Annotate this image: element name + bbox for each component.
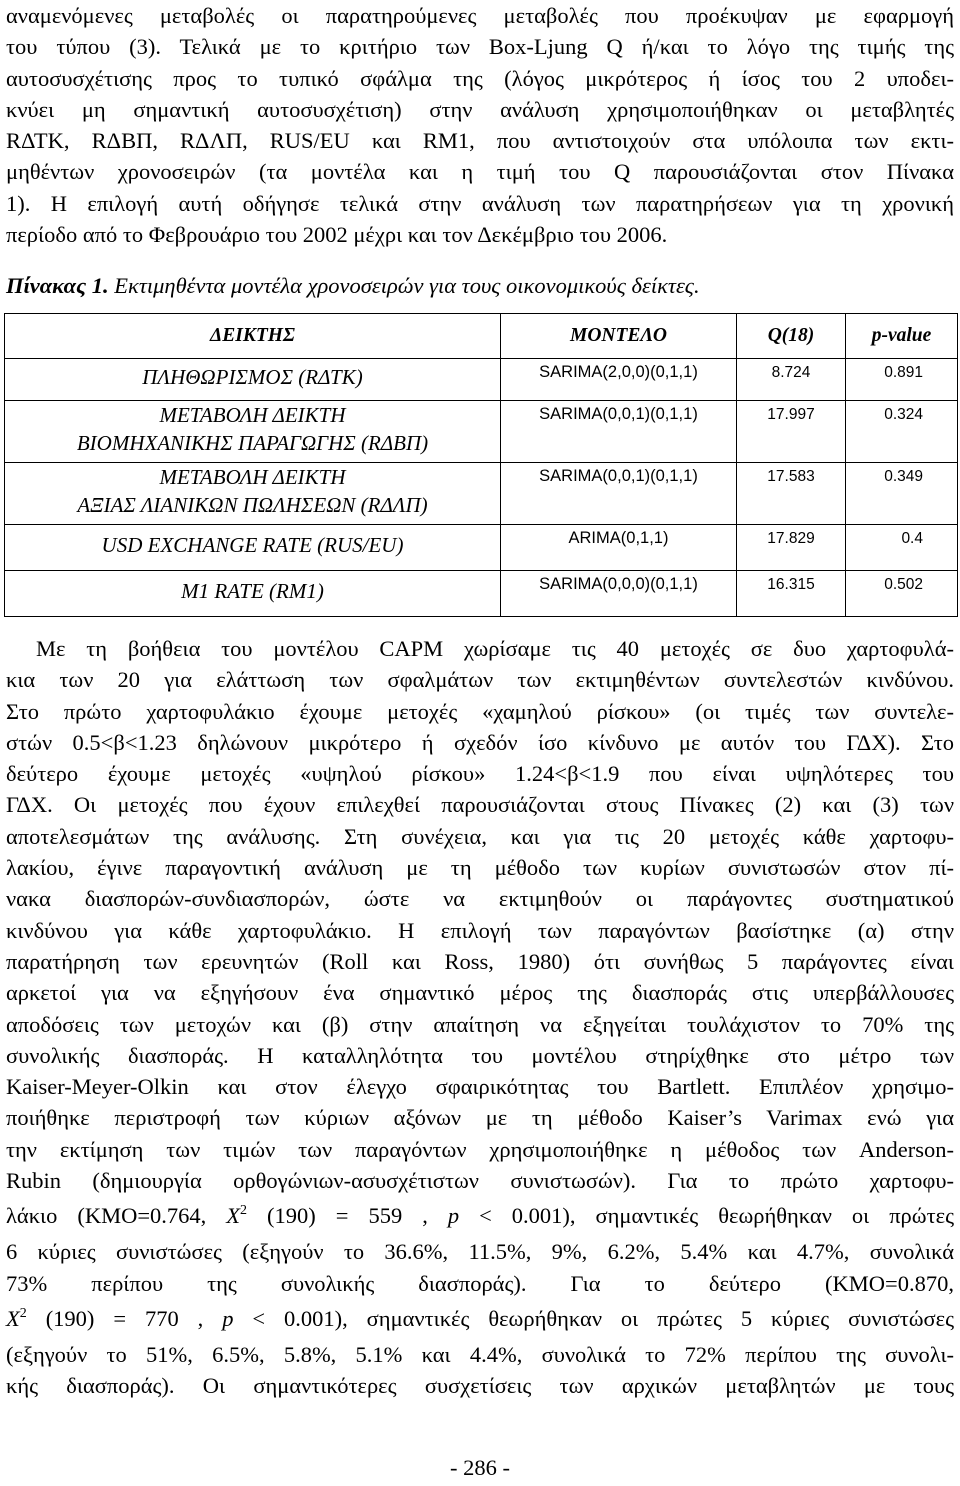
text-line: κνύει μη σημαντική αυτοσυσχέτιση) στην ανάλυση χρησιμοποιήθηκαν οι μεταβλητές	[6, 96, 954, 122]
table-row	[5, 401, 958, 463]
table-row	[5, 463, 958, 525]
indicator-line: USD EXCHANGE RATE (RUS/EU)	[101, 533, 404, 557]
text-line: αποτελεσμάτων της ανάλυσης. Στη συνέχεια, και για τις 20 μετοχές κάθε χαρτοφυ-	[6, 823, 954, 849]
text-line: 1). Η επιλογή αυτή οδήγησε τελικά στην ανάλυση των παρατηρήσεων για τη χρονική	[6, 190, 954, 216]
text-line: (εξηγούν το 51%, 6.5%, 5.8%, 5.1% και 4.4%, συνολικά το 72% περίπου της συνολι-	[6, 1341, 954, 1367]
text-line: Kaiser-Meyer-Olkin και στον έλεγχο σφαιρικότητας του Bartlett. Επιπλέον χρησιμο-	[6, 1074, 954, 1100]
exponent: 2	[19, 1305, 27, 1321]
indicator-line: ΜΕΤΑΒΟΛΗ ΔΕΙΚΤΗ	[159, 465, 346, 489]
model-cell: SARIMA(0,0,0)(0,1,1)	[501, 571, 737, 617]
indicator-line: ΠΛΗΘΩΡΙΣΜΟΣ (RΔΤΚ)	[142, 365, 363, 389]
text-line: συνολικής διασποράς. Η καταλληλότητα του μοντέλου στηρίχθηκε στο μέτρο των	[6, 1042, 954, 1068]
p-value-cell: 0.349	[846, 463, 958, 525]
text-line: του τύπου (3). Τελικά με το κριτήριο των Box-Ljung Q ή/και το λόγο της τιμής της	[6, 34, 954, 60]
chi-symbol: X	[6, 1305, 20, 1331]
indicator-cell	[5, 525, 501, 571]
table-row	[5, 525, 958, 571]
p-value-cell: 0.324	[846, 401, 958, 463]
text-line: Rubin (δημιουργία ορθογώνιων-ασυσχέτιστων συνιστωσών). Για το πρώτο χαρτοφυ-	[6, 1168, 954, 1194]
indicator-line: ΑΞΙΑΣ ΛΙΑΝΙΚΩΝ ΠΩΛΗΣΕΩΝ (RΔΛΠ)	[77, 493, 428, 517]
text-line: δεύτερο έχουμε μετοχές «υψηλού ρίσκου» 1.24<β<1.9 που είναι υψηλότερες του	[6, 761, 954, 787]
text-line: λακίου, έγινε παραγοντική ανάλυση με τη μέθοδο των κυρίων συνιστωσών στον πί-	[6, 855, 954, 881]
text-line: την εκτίμηση των τιμών των παραγόντων χρησιμοποιήθηκε η μέθοδος των Anderson-	[6, 1136, 954, 1162]
text-fragment: ), σημαντικές θεωρήθηκαν οι πρώτες	[562, 1203, 954, 1229]
table-row	[5, 359, 958, 401]
chi-square-formula	[6, 1306, 335, 1331]
text-line: αναμενόμενες μεταβολές οι παρατηρούμενες μεταβολές που προέκυψαν με εφαρμογή	[6, 3, 954, 28]
text-fragment: ), σημαντικές θεωρήθηκαν οι πρώτες 5 κύριες συνιστώσες	[334, 1305, 955, 1331]
table-caption-label: Πίνακας 1.	[6, 273, 109, 298]
text-line: αυτοσυσχέτισης προς το τυπικό σφάλμα της (λόγος μικρότερος ή ίσος του 2 υποδει-	[6, 65, 954, 91]
header-q18: Q(18)	[737, 314, 846, 359]
p-symbol: p	[222, 1305, 234, 1331]
text-line: Με τη βοήθεια του μοντέλου CAPM χωρίσαμε τις 40 μετοχές σε δυο χαρτοφυλά-	[36, 636, 954, 661]
text-line-with-math	[6, 1196, 954, 1236]
text-line-with-math	[6, 1299, 954, 1339]
model-cell: SARIMA(0,0,1)(0,1,1)	[501, 463, 737, 525]
formula-threshold: < 0.001	[252, 1305, 335, 1331]
text-line: κια των 20 για ελάττωση των σφαλμάτων των εκτιμηθέντων συντελεστών κινδύνου.	[6, 667, 954, 693]
page-number: - 286 -	[450, 1455, 510, 1480]
chi-square-formula	[226, 1203, 562, 1228]
text-line: 6 κύριες συνιστώσες (εξηγούν το 36.6%, 11.5%, 9%, 6.2%, 5.4% και 4.7%, συνολικά	[6, 1239, 954, 1265]
formula-threshold: < 0.001	[479, 1203, 563, 1229]
table-caption	[6, 270, 700, 301]
model-cell: SARIMA(0,0,1)(0,1,1)	[501, 401, 737, 463]
text-line: κής διασποράς). Οι σημαντικότερες συσχετίσεις των αρχικών μεταβλητών με τους	[6, 1373, 954, 1399]
indicator-cell	[5, 463, 501, 525]
indicator-line: ΒΙΟΜΗΧΑΝΙΚΗΣ ΠΑΡΑΓΩΓΗΣ (RΔΒΠ)	[76, 431, 429, 455]
model-cell: SARIMA(2,0,0)(0,1,1)	[501, 359, 737, 401]
formula-value: (190) = 559 ,	[267, 1203, 428, 1229]
indicator-line: ΜΕΤΑΒΟΛΗ ΔΕΙΚΤΗ	[159, 403, 346, 427]
text-line: μηθέντων χρονοσειρών (τα μοντέλα και η τιμή του Q παρουσιάζονται στον Πίνακα	[6, 159, 954, 185]
header-model: ΜΟΝΤΕΛΟ	[501, 314, 737, 359]
results-table	[4, 313, 958, 617]
q-cell: 17.583	[737, 463, 846, 525]
indicator-cell	[5, 401, 501, 463]
p-value-cell: 0.891	[846, 359, 958, 401]
text-line: νακα διασπορών-συνδιασπορών, ώστε να εκτιμηθούν οι παράγοντες συστηματικού	[6, 886, 954, 912]
text-line: Στο πρώτο χαρτοφυλάκιο έχουμε μετοχές «χαμηλού ρίσκου» (οι τιμές των συντελε-	[6, 698, 954, 724]
text-line: παρατήρηση των ερευνητών (Roll και Ross, 1980) ότι συνήθως 5 παράγοντες είναι	[6, 948, 954, 974]
p-value-cell: 0.502	[846, 571, 958, 617]
q-cell: 16.315	[737, 571, 846, 617]
q-cell: 17.997	[737, 401, 846, 463]
indicator-cell	[5, 571, 501, 617]
header-indicator: ΔΕΙΚΤΗΣ	[5, 314, 501, 359]
text-line: στών 0.5<β<1.23 δηλώνουν μικρότερο ή σχεδόν ίσο κίνδυνο με αυτόν του ΓΔΧ). Στο	[6, 729, 954, 755]
text-fragment: λάκιο (ΚΜΟ=0.764,	[6, 1203, 227, 1229]
table-caption-text: Εκτιμηθέντα μοντέλα χρονοσειρών για τους οικονομικούς δείκτες.	[114, 273, 700, 298]
formula-value: (190) = 770 ,	[45, 1305, 204, 1331]
text-line: RΔΤΚ, RΔΒΠ, RΔΛΠ, RUS/EU και RM1, που αντιστοιχούν στα υπόλοιπα των εκτι-	[6, 128, 954, 154]
exponent: 2	[240, 1203, 248, 1219]
indicator-line: M1 RATE (RM1)	[181, 579, 324, 603]
q-cell: 17.829	[737, 525, 846, 571]
q-cell: 8.724	[737, 359, 846, 401]
text-line: ποιήθηκε περιστροφή των κύριων αξόνων με τη μέθοδο Kaiser’s Varimax ενώ για	[6, 1105, 954, 1131]
header-p-value: p-value	[846, 314, 958, 359]
text-line: κινδύνου για κάθε χαρτοφυλάκιο. Η επιλογή των παραγόντων βασίστηκε (α) στην	[6, 917, 954, 943]
model-cell: ARIMA(0,1,1)	[501, 525, 737, 571]
chi-symbol: X	[226, 1203, 241, 1229]
text-line: περίοδο από το Φεβρουάριο του 2002 μέχρι και τον Δεκέμβριο του 2006.	[6, 222, 668, 248]
p-symbol: p	[447, 1203, 460, 1229]
paragraph-capm	[6, 633, 954, 1402]
table-row	[5, 571, 958, 617]
paragraph-intro	[6, 0, 954, 250]
table-header-row	[5, 314, 958, 359]
text-line: 73% περίπου της συνολικής διασποράς). Για το δεύτερο (ΚΜΟ=0.870,	[6, 1270, 954, 1296]
text-line: αποδόσεις των μετοχών και (β) στην απαίτηση να εξηγείται τουλάχιστον το 70% της	[6, 1011, 954, 1037]
text-line: αρκετοί για να εξηγήσουν ένα σημαντικό μέρος της διασποράς στις υπερβάλλουσες	[6, 980, 954, 1006]
indicator-cell	[5, 359, 501, 401]
p-value-cell: 0.4	[846, 525, 958, 571]
text-line: ΓΔΧ. Οι μετοχές που έχουν επιλεχθεί παρουσιάζονται στους Πίνακες (2) και (3) των	[6, 792, 954, 818]
